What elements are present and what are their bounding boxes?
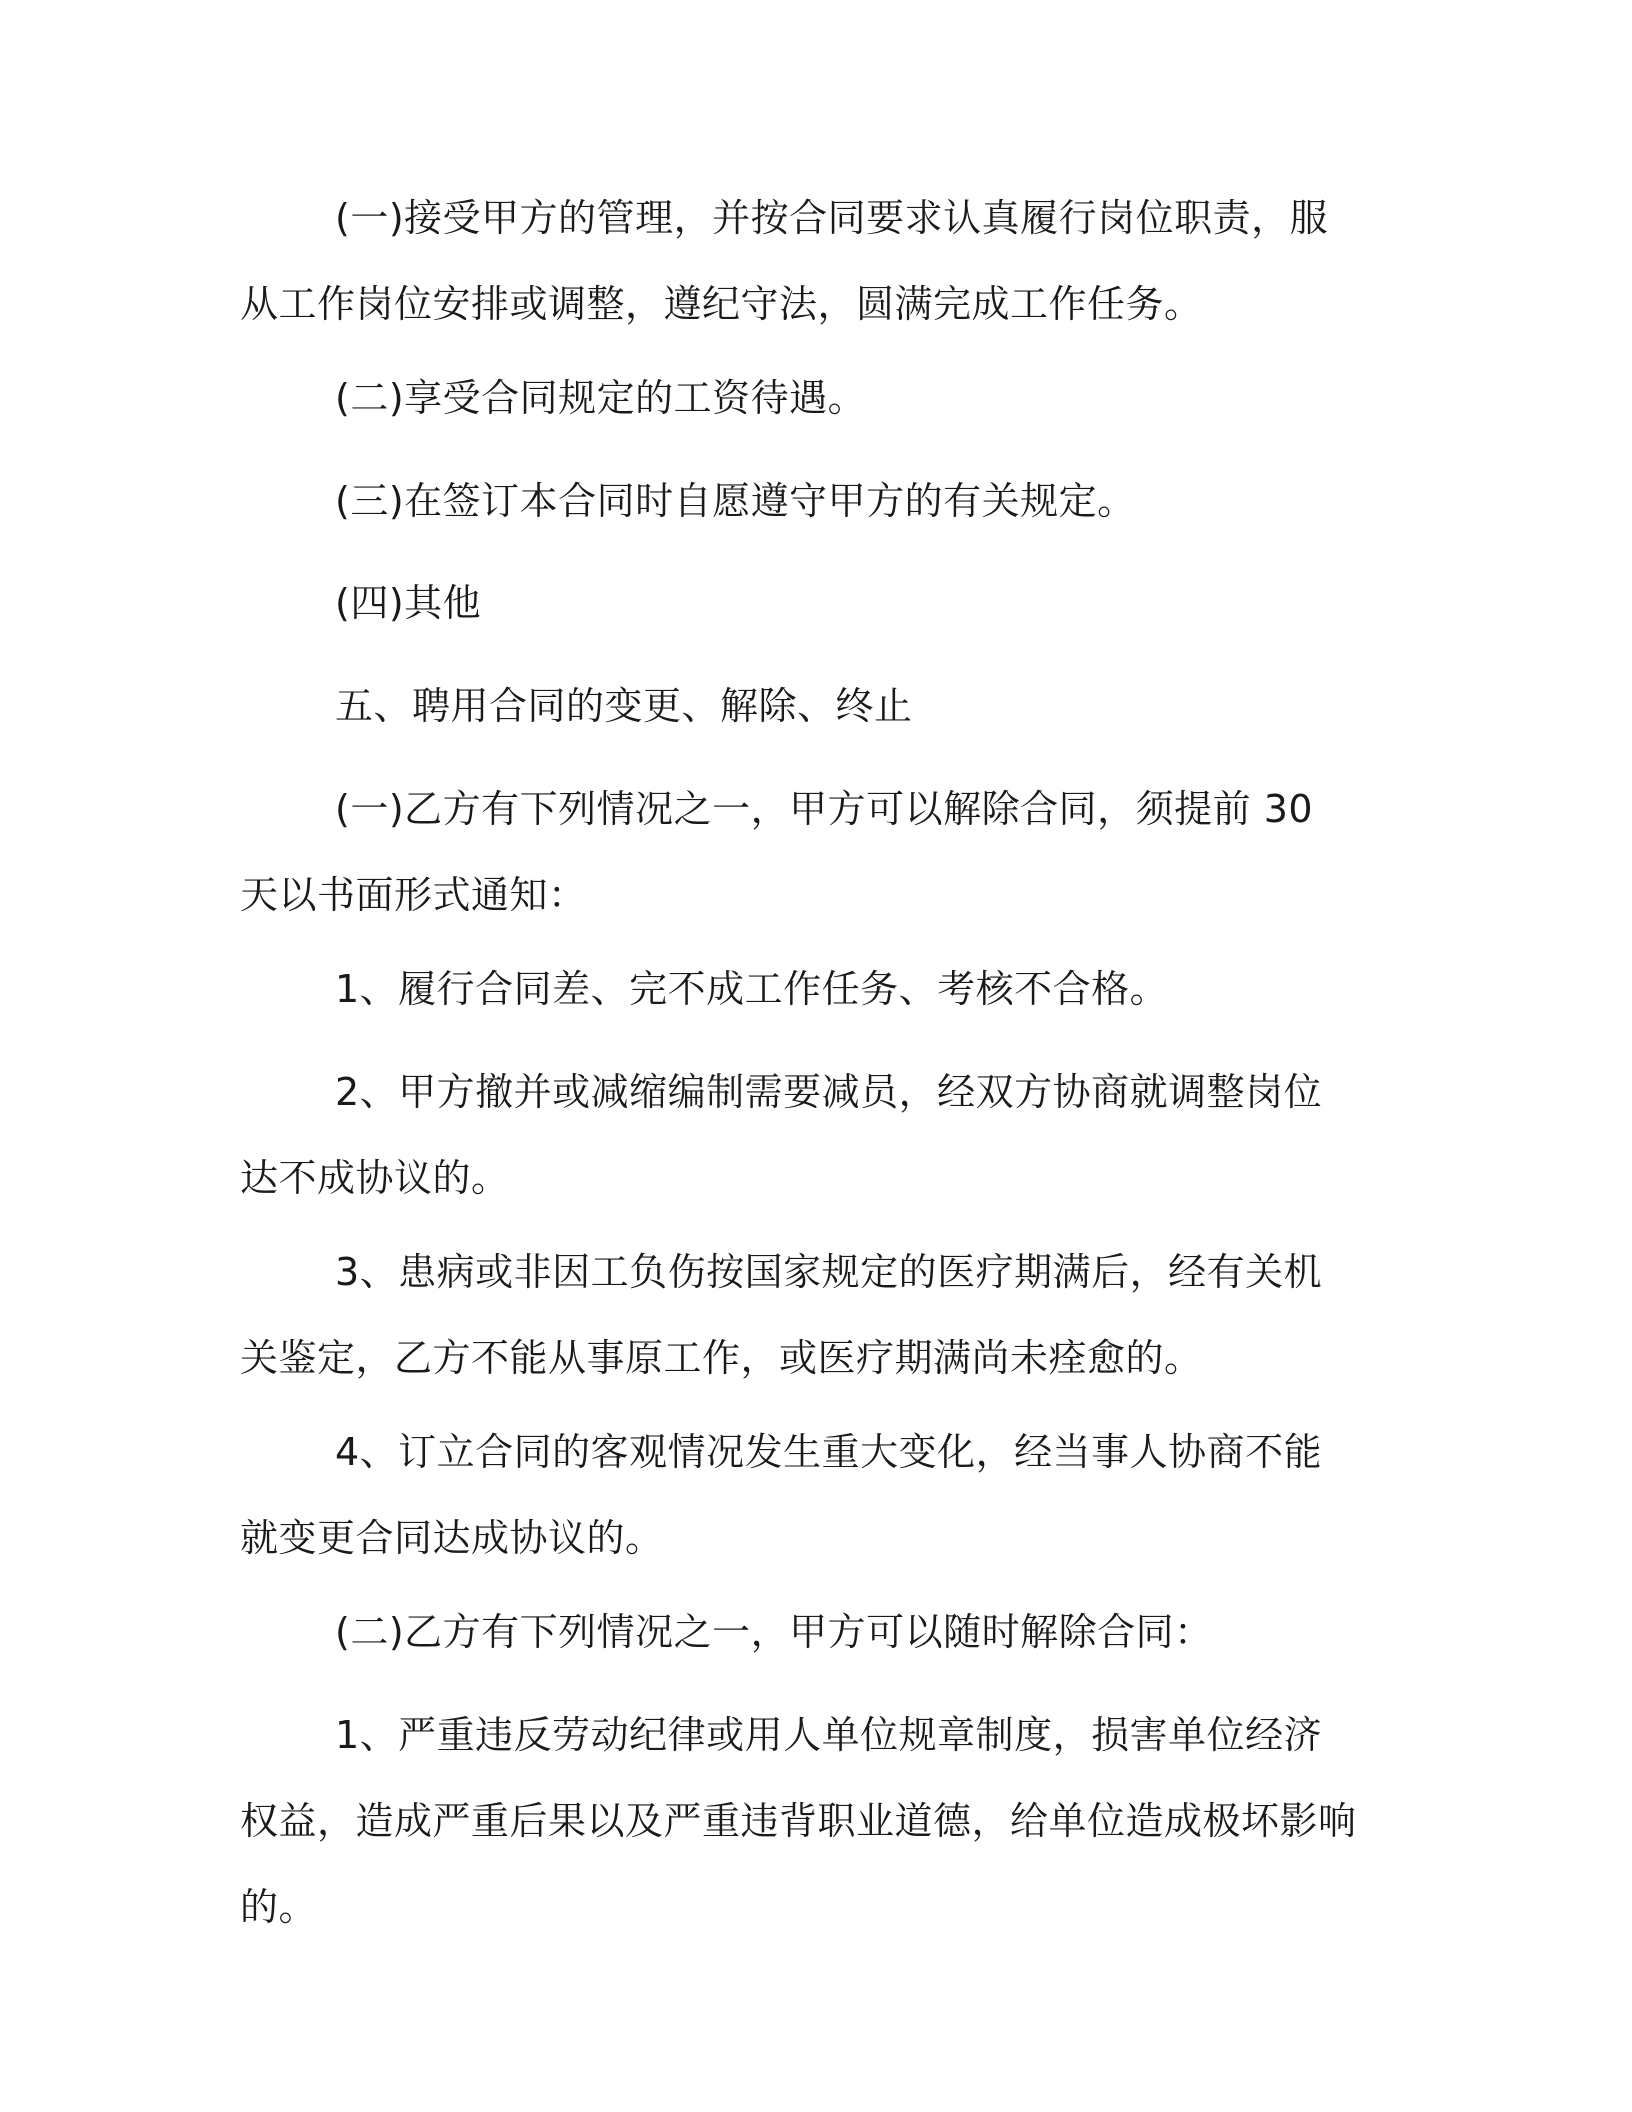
list-item-3: 3、患病或非因工负伤按国家规定的医疗期满后，经有关机关鉴定，乙方不能从事原工作，或医疗期满尚未痊愈的。 [240, 1250, 1323, 1380]
paragraph-duty-2: (二)享受合同规定的工资待遇。 [335, 376, 867, 420]
list-item-5: 1、严重违反劳动纪律或用人单位规章制度，损害单位经济权益，造成严重后果以及严重违背职业道德，给单位造成极坏影响的。 [240, 1713, 1357, 1929]
section-heading-5: 五、聘用合同的变更、解除、终止 [335, 684, 913, 728]
paragraph-duty-4: (四)其他 [335, 581, 482, 625]
paragraph-termination-2: (二)乙方有下列情况之一，甲方可以随时解除合同： [335, 1610, 1213, 1654]
paragraph-termination-1: (一)乙方有下列情况之一，甲方可以解除合同，须提前 30 天以书面形式通知： [240, 787, 1314, 917]
list-item-4: 4、订立合同的客观情况发生重大变化，经当事人协商不能就变更合同达成协议的。 [240, 1430, 1323, 1560]
list-item-2: 2、甲方撤并或减缩编制需要减员，经双方协商就调整岗位达不成协议的。 [240, 1070, 1323, 1200]
list-item-1: 1、履行合同差、完不成工作任务、考核不合格。 [335, 967, 1169, 1011]
paragraph-duty-3: (三)在签订本合同时自愿遵守甲方的有关规定。 [335, 479, 1136, 523]
paragraph-duty-1: (一)接受甲方的管理，并按合同要求认真履行岗位职责，服从工作岗位安排或调整，遵纪守法，圆满完成工作任务。 [240, 196, 1329, 326]
